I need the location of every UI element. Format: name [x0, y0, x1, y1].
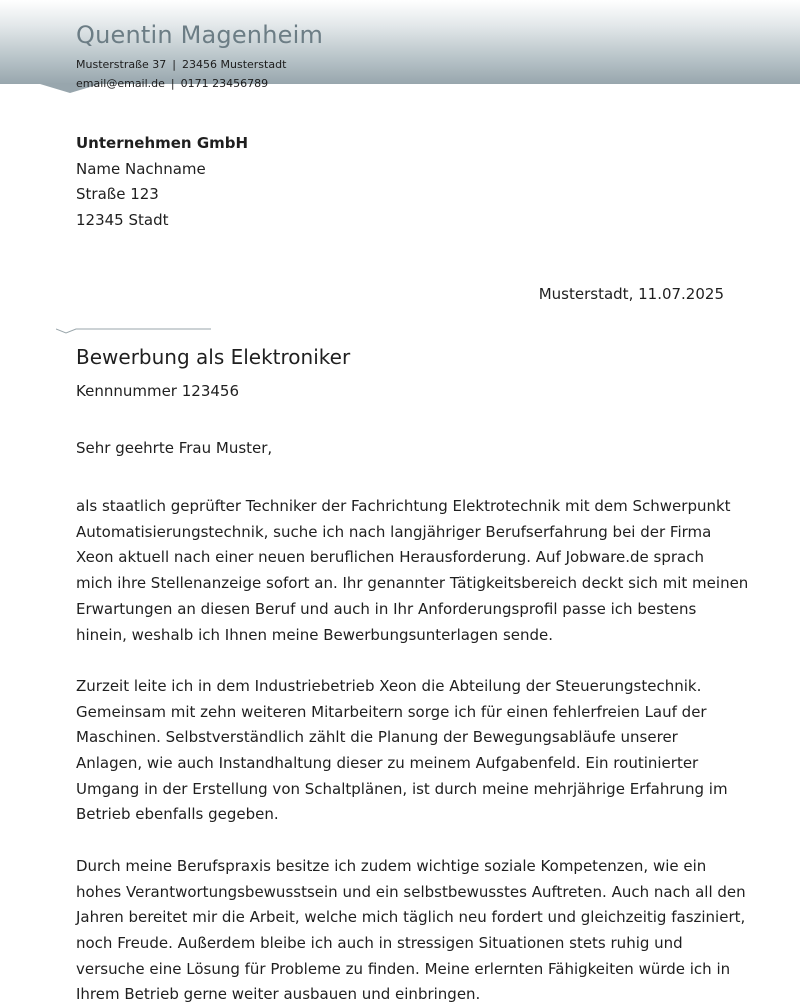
- reference-number: Kennnummer 123456: [76, 382, 239, 400]
- sender-street: Musterstraße 37: [76, 58, 167, 71]
- recipient-contact: Name Nachname: [76, 159, 206, 178]
- salutation: Sehr geehrte Frau Muster,: [76, 439, 273, 457]
- separator: |: [170, 77, 175, 90]
- text-line: Betrieb ebenfalls gegeben.: [76, 805, 279, 824]
- subject-divider: [56, 327, 216, 339]
- text-line: Erwartungen an diesen Beruf und auch in Ihr Anforderungsprofil passe ich bestens: [76, 599, 697, 618]
- text-line: hinein, weshalb ich Ihnen meine Bewerbungsunterlagen sende.: [76, 625, 554, 644]
- text-line: Durch meine Berufspraxis besitze ich zudem wichtige soziale Kompetenzen, wie ein: [76, 856, 707, 875]
- sender-phone[interactable]: 0171 23456789: [180, 77, 269, 90]
- text-line: Xeon aktuell nach einer neuen beruflichen Herausforderung. Auf Jobware.de sprach: [76, 548, 704, 567]
- separator: |: [172, 58, 177, 71]
- text-line: Maschinen. Selbstverständlich zählt die Planung der Bewegungsabläufe unserer: [76, 728, 678, 747]
- sender-city: 23456 Musterstadt: [182, 58, 287, 71]
- letter-date: Musterstadt, 11.07.2025: [538, 285, 724, 303]
- text-line: Ihrem Betrieb gerne weiter ausbauen und einbringen.: [76, 985, 481, 1004]
- text-line: hohes Verantwortungsbewusstsein und ein selbstbewusstes Auftreten. Auch nach all den: [76, 882, 746, 901]
- text-line: Anlagen, wie auch Instandhaltung dieser zu meinem Aufgabenfeld. Ein routinierter: [76, 754, 699, 773]
- sender-email[interactable]: email@email.de: [76, 77, 165, 90]
- text-line: Umgang in der Erstellung von Schaltplänen, ist durch meine mehrjährige Erfahrung im: [76, 779, 728, 798]
- text-line: Jahren bereitet mir die Arbeit, welche mich täglich neu fordert und gleichzeitig fasziniert,: [76, 908, 746, 927]
- text-line: versuche eine Lösung für Probleme zu finden. Meine erlernten Fähigkeiten würde ich in: [76, 959, 731, 978]
- sender-address-line: [76, 58, 286, 71]
- text-line: mich ihre Stellenanzeige sofort an. Ihr genannter Tätigkeitsbereich deckt sich mit meinen: [76, 574, 749, 593]
- text-line: noch Freude. Außerdem bleibe ich auch in stressigen Situationen stets ruhig und: [76, 933, 683, 952]
- letter-subject: Bewerbung als Elektroniker: [76, 345, 351, 369]
- text-line: Automatisierungstechnik, suche ich nach langjähriger Berufserfahrung bei der Firma: [76, 522, 712, 541]
- sender-name: Quentin Magenheim: [76, 21, 324, 49]
- body-paragraph: [76, 494, 749, 648]
- body-paragraph: [76, 854, 746, 1004]
- body-paragraph: [76, 674, 726, 828]
- recipient-street: Straße 123: [76, 185, 159, 203]
- sender-contact-line: [76, 77, 268, 90]
- recipient-address: [76, 131, 248, 233]
- text-line: als staatlich geprüfter Techniker der Fachrichtung Elektrotechnik mit dem Schwerpunkt: [76, 497, 731, 515]
- text-line: Zurzeit leite ich in dem Industriebetrieb Xeon die Abteilung der Steuerungstechnik.: [76, 676, 702, 695]
- recipient-city: 12345 Stadt: [76, 210, 169, 229]
- letter-body: [76, 494, 749, 1004]
- recipient-company: Unternehmen GmbH: [76, 134, 249, 152]
- text-line: Gemeinsam mit zehn weiteren Mitarbeitern sorge ich für einen fehlerfreien Lauf der: [76, 702, 707, 721]
